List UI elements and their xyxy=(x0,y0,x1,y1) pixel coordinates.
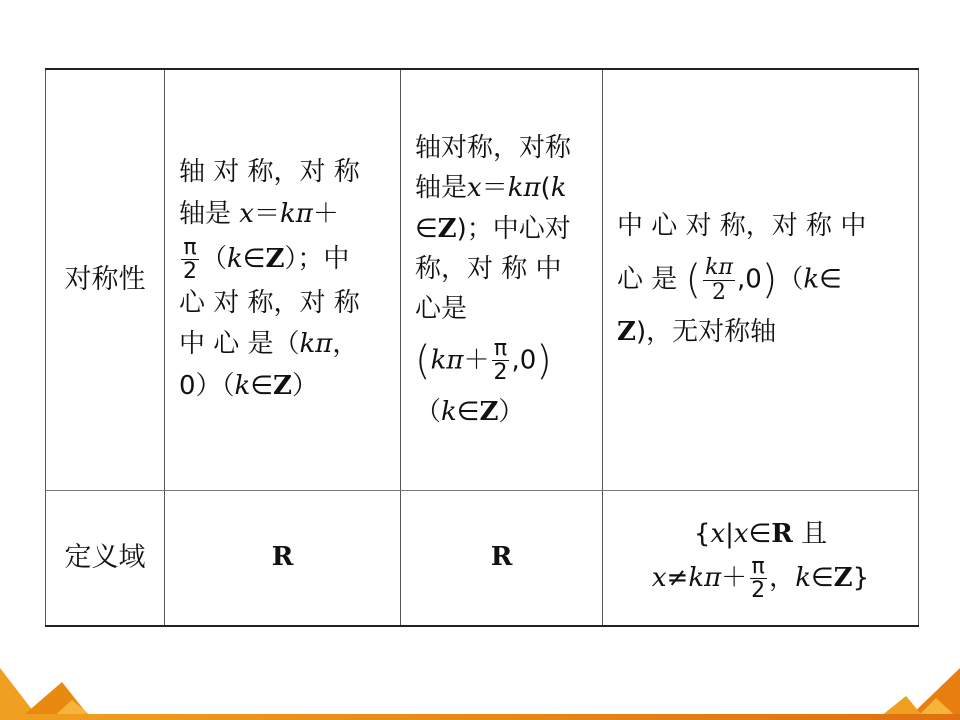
row-domain xyxy=(46,491,919,627)
c2-line3 xyxy=(415,209,588,249)
c1-line1: 轴 对 称，对 称 xyxy=(179,157,360,188)
c2-axis-open: ( xyxy=(540,173,551,204)
c3-line2-open: （ xyxy=(777,264,804,295)
c3d-x2: x xyxy=(733,518,749,549)
c2-axis-eq: ＝ xyxy=(481,173,508,204)
c2-line6 xyxy=(415,330,588,392)
c3d-line1 xyxy=(617,514,904,556)
c1-line6 xyxy=(179,366,386,408)
c1-line6-k: k xyxy=(234,370,251,401)
c3d-comma: ， xyxy=(769,563,796,594)
c3d-x3: x xyxy=(651,563,667,594)
c2-line4: 称，对 称 中 xyxy=(415,254,562,284)
c1-frac-den: 2 xyxy=(183,258,197,284)
c3d-line2 xyxy=(617,555,904,602)
c1-in: ∈ xyxy=(242,243,266,274)
c1-line2 xyxy=(179,194,386,236)
c1-line6-zero: 0）（ xyxy=(179,370,235,401)
row-symmetry xyxy=(46,69,919,491)
c3-big-open: ( xyxy=(685,257,702,303)
c1-axis-plus: ＋ xyxy=(312,199,339,230)
c1-line3 xyxy=(179,236,386,283)
c1-line5 xyxy=(179,324,386,366)
c3d-kpi: kπ xyxy=(688,563,722,594)
c1-paren-open: （ xyxy=(201,243,228,274)
cell-domain-col1: R xyxy=(165,491,401,627)
c3-line2-pre: 心 是 xyxy=(617,264,678,295)
cell-domain-col3 xyxy=(603,491,919,627)
cell-symmetry-col1 xyxy=(165,69,401,491)
c1-line5-pre: 中 心 是（ xyxy=(179,329,300,360)
c3-line2-in: ∈ xyxy=(819,264,842,295)
c3d-k: k xyxy=(795,563,811,594)
c2-line3-rest: )；中心对 xyxy=(456,213,571,244)
c3-big-close: ) xyxy=(761,257,778,303)
c3-line3-Z: Z xyxy=(617,317,636,347)
c1-k: k xyxy=(227,243,243,274)
c3-frac-den: 2 xyxy=(712,279,727,305)
corner-decoration-left xyxy=(0,660,110,720)
c3-line2 xyxy=(617,248,904,312)
c1-axis-x: x xyxy=(239,199,254,230)
c2-line7 xyxy=(415,392,588,432)
corner-decoration-right xyxy=(866,668,960,720)
cell-symmetry-col2 xyxy=(401,69,603,491)
c3d-brace-open: { xyxy=(693,518,711,549)
c2-tail-Z: Z xyxy=(479,396,499,427)
c3d-R: R xyxy=(771,518,793,549)
c1-line6-Z: Z xyxy=(272,370,292,401)
c2-frac-den: 2 xyxy=(493,360,508,386)
c2-axis-k: k xyxy=(550,173,567,204)
c2-fraction xyxy=(491,337,509,384)
c1-Z: Z xyxy=(265,243,285,274)
c1-axis-kpi: kπ xyxy=(279,199,313,230)
c3d-bar: | xyxy=(725,518,734,549)
c1-axis-pre: 轴是 xyxy=(179,199,232,230)
c2-tail-in: ∈ xyxy=(456,396,480,427)
c1-line6-in: ∈ xyxy=(250,370,273,401)
c2-tail-close: ） xyxy=(498,396,525,427)
row-label-symmetry: 对称性 xyxy=(46,69,165,491)
c3d-Z: Z xyxy=(833,563,853,594)
row-label-domain: 定义域 xyxy=(46,491,165,627)
c1-line6-close: ） xyxy=(291,370,318,401)
c1-axis-eq: ＝ xyxy=(253,199,280,230)
c2-axis-kpi: kπ xyxy=(507,173,541,204)
c1-line5-kpi: kπ xyxy=(299,329,333,360)
c3d-frac-den: 2 xyxy=(751,578,766,604)
c2-kpi: kπ xyxy=(430,345,464,376)
c1-line4: 心 对 称，对 称 xyxy=(179,287,360,318)
c2-line1: 轴对称，对称 xyxy=(415,133,572,164)
c2-line3-in: ∈ xyxy=(415,213,438,244)
c3d-x1: x xyxy=(710,518,726,549)
c2-big-open: ( xyxy=(415,337,431,384)
c3-line1: 中 心 对 称，对 称 中 xyxy=(617,211,867,242)
cell-domain-col2: R xyxy=(401,491,603,627)
c3-line2-k: k xyxy=(803,264,820,295)
c3d-plus: ＋ xyxy=(721,563,748,594)
c1-frac-num: π xyxy=(183,234,197,260)
cell-symmetry-col3 xyxy=(603,69,919,491)
c3d-frac-num: π xyxy=(751,554,765,580)
c2-line3-Z: Z xyxy=(437,213,457,244)
c2-line5: 心是 xyxy=(415,294,468,325)
c2-tail-open: （ xyxy=(415,396,442,427)
c3-line3-rest: )，无对称轴 xyxy=(635,317,777,347)
c2-frac-num: π xyxy=(493,336,508,361)
c3d-brace-close: } xyxy=(852,563,870,594)
c3-frac-num: kπ xyxy=(705,255,733,281)
c3d-in2: ∈ xyxy=(810,563,834,594)
c3-zero: ,0 xyxy=(736,264,762,295)
c2-axis-pre: 轴是 xyxy=(415,173,468,204)
c3-line3 xyxy=(617,312,904,354)
bottom-bar xyxy=(0,714,960,720)
c1-line5-comma: ， xyxy=(332,329,359,360)
c3-fraction xyxy=(703,256,735,303)
c2-line2 xyxy=(415,168,588,208)
c2-big-close: ) xyxy=(536,337,552,384)
c2-zero: ,0 xyxy=(511,345,537,376)
c3d-neq: ≠ xyxy=(666,563,689,594)
c2-tail-k: k xyxy=(441,396,457,427)
c2-axis-x: x xyxy=(467,173,482,204)
c3d-in: ∈ xyxy=(748,518,772,549)
c1-fraction xyxy=(181,236,199,283)
c2-plus: ＋ xyxy=(463,345,490,376)
properties-table xyxy=(45,68,919,627)
c1-close: ）；中 xyxy=(284,243,350,274)
c3d-fraction xyxy=(749,555,767,602)
c3d-and: 且 xyxy=(792,518,828,549)
